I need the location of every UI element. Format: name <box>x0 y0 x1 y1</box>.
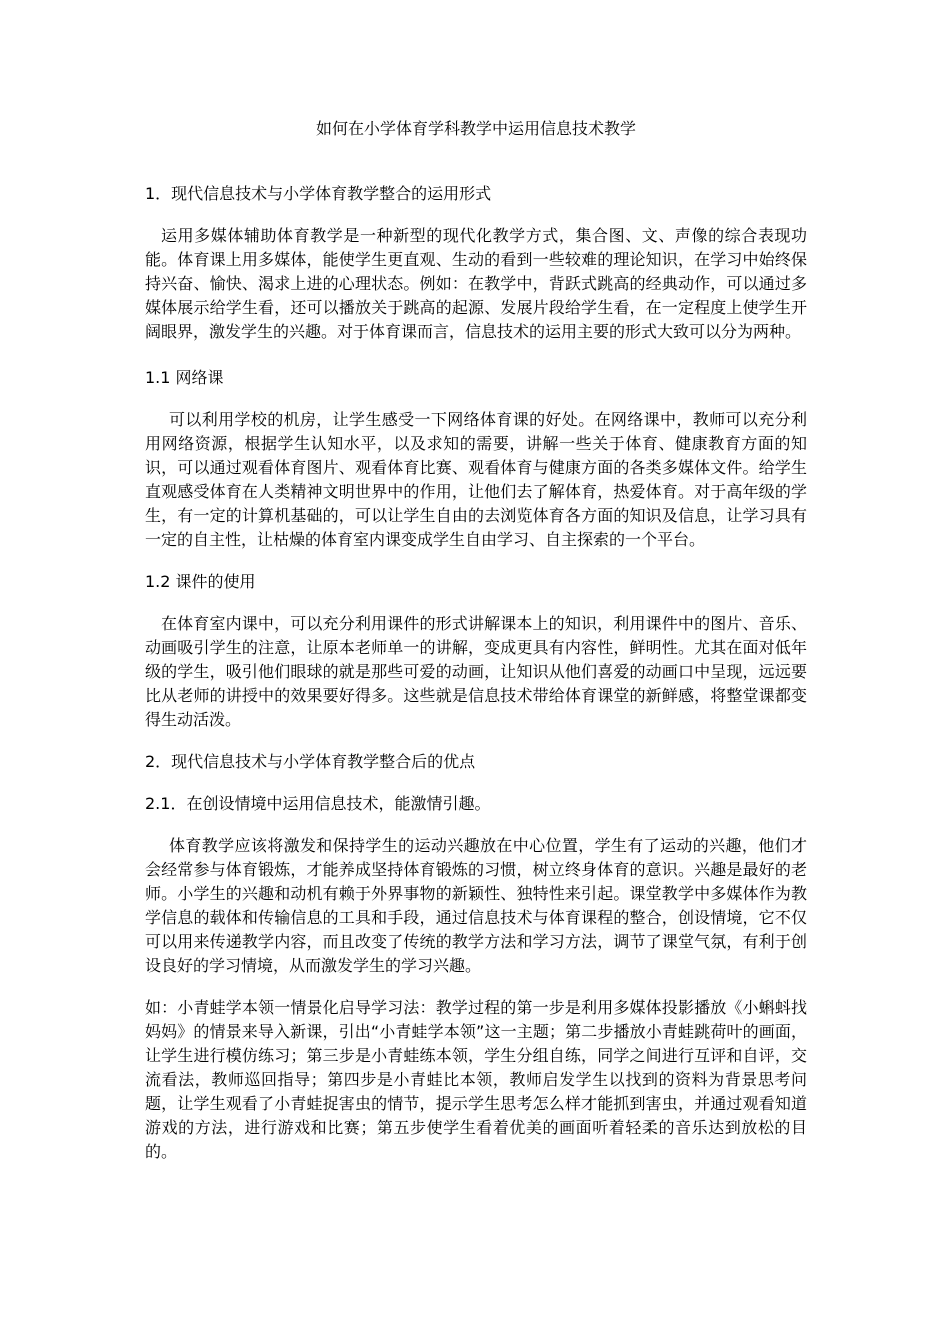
section-2-1-heading: 2.1．在创设情境中运用信息技术，能激情引趣。 <box>145 794 491 813</box>
section-1-2-heading: 1.2 课件的使用 <box>145 572 256 591</box>
document-body <box>145 118 807 1182</box>
section-1-2-paragraph: 在体育室内课中，可以充分利用课件的形式讲解课本上的知识，利用课件中的图片、音乐、动画吸引学生的注意，让原本老师单一的讲解，变成更具有内容性，鲜明性。尤其在面对低年级的学生，吸引他们眼球的就是那些可爱的动画，让知识从他们喜爱的动画口中呈现，远远要比从老师的讲授中的效果要好得多。这些就是信息技术带给体育课堂的新鲜感，将整堂课都变得生动活泼。 <box>145 614 807 729</box>
example-paragraph: 如：小青蛙学本领一情景化启导学习法：教学过程的第一步是利用多媒体投影播放《小蝌蚪找妈妈》的情景来导入新课，引出“小青蛙学本领”这一主题；第二步播放小青蛙跳荷叶的画面，让学生进行模仿练习；第三步是小青蛙练本领，学生分组自练，同学之间进行互评和自评，交流看法，教师巡回指导；第四步是小青蛙比本领，教师启发学生以找到的资料为背景思考问题，让学生观看了小青蛙捉害虫的情节，提示学生思考怎么样才能抓到害虫，并通过观看知道游戏的方法，进行游戏和比赛；第五步使学生看着优美的画面听着轻柔的音乐达到放松的目的。 <box>145 998 807 1161</box>
section-1-1-paragraph: 可以利用学校的机房，让学生感受一下网络体育课的好处。在网络课中，教师可以充分利用网络资源，根据学生认知水平，以及求知的需要，讲解一些关于体育、健康教育方面的知识，可以通过观看体育图片、观看体育比赛、观看体育与健康方面的各类多媒体文件。给学生直观感受体育在人类精神文明世界中的作用，让他们去了解体育，热爱体育。对于高年级的学生，有一定的计算机基础的，可以让学生自由的去浏览体育各方面的知识及信息，让学习具有一定的自主性，让枯燥的体育室内课变成学生自由学习、自主探索的一个平台。 <box>145 410 807 549</box>
section-2-heading: 2．现代信息技术与小学体育教学整合后的优点 <box>145 752 476 771</box>
section-1-intro-paragraph: 运用多媒体辅助体育教学是一种新型的现代化教学方式，集合图、文、声像的综合表现功能。体育课上用多媒体，能使学生更直观、生动的看到一些较难的理论知识，在学习中始终保持兴奋、愉快、渴求上进的心理状态。例如：在教学中，背跃式跳高的经典动作，可以通过多媒体展示给学生看，还可以播放关于跳高的起源、发展片段给学生看，在一定程度上使学生开阔眼界，激发学生的兴趣。对于体育课而言，信息技术的运用主要的形式大致可以分为两种。 <box>145 226 807 341</box>
document-title: 如何在小学体育学科教学中运用信息技术教学 <box>315 119 636 138</box>
section-1-heading: 1．现代信息技术与小学体育教学整合的运用形式 <box>145 184 492 203</box>
section-1-1-heading: 1.1 网络课 <box>145 368 224 387</box>
section-2-1-paragraph: 体育教学应该将激发和保持学生的运动兴趣放在中心位置，学生有了运动的兴趣，他们才会经常参与体育锻炼，才能养成坚持体育锻炼的习惯，树立终身体育的意识。兴趣是最好的老师。小学生的兴趣和动机有赖于外界事物的新颖性、独特性来引起。课堂教学中多媒体作为教学信息的载体和传输信息的工具和手段，通过信息技术与体育课程的整合，创设情境，它不仅可以用来传递教学内容，而且改变了传统的教学方法和学习方法，调节了课堂气氛，有利于创设良好的学习情境，从而激发学生的学习兴趣。 <box>145 836 807 975</box>
